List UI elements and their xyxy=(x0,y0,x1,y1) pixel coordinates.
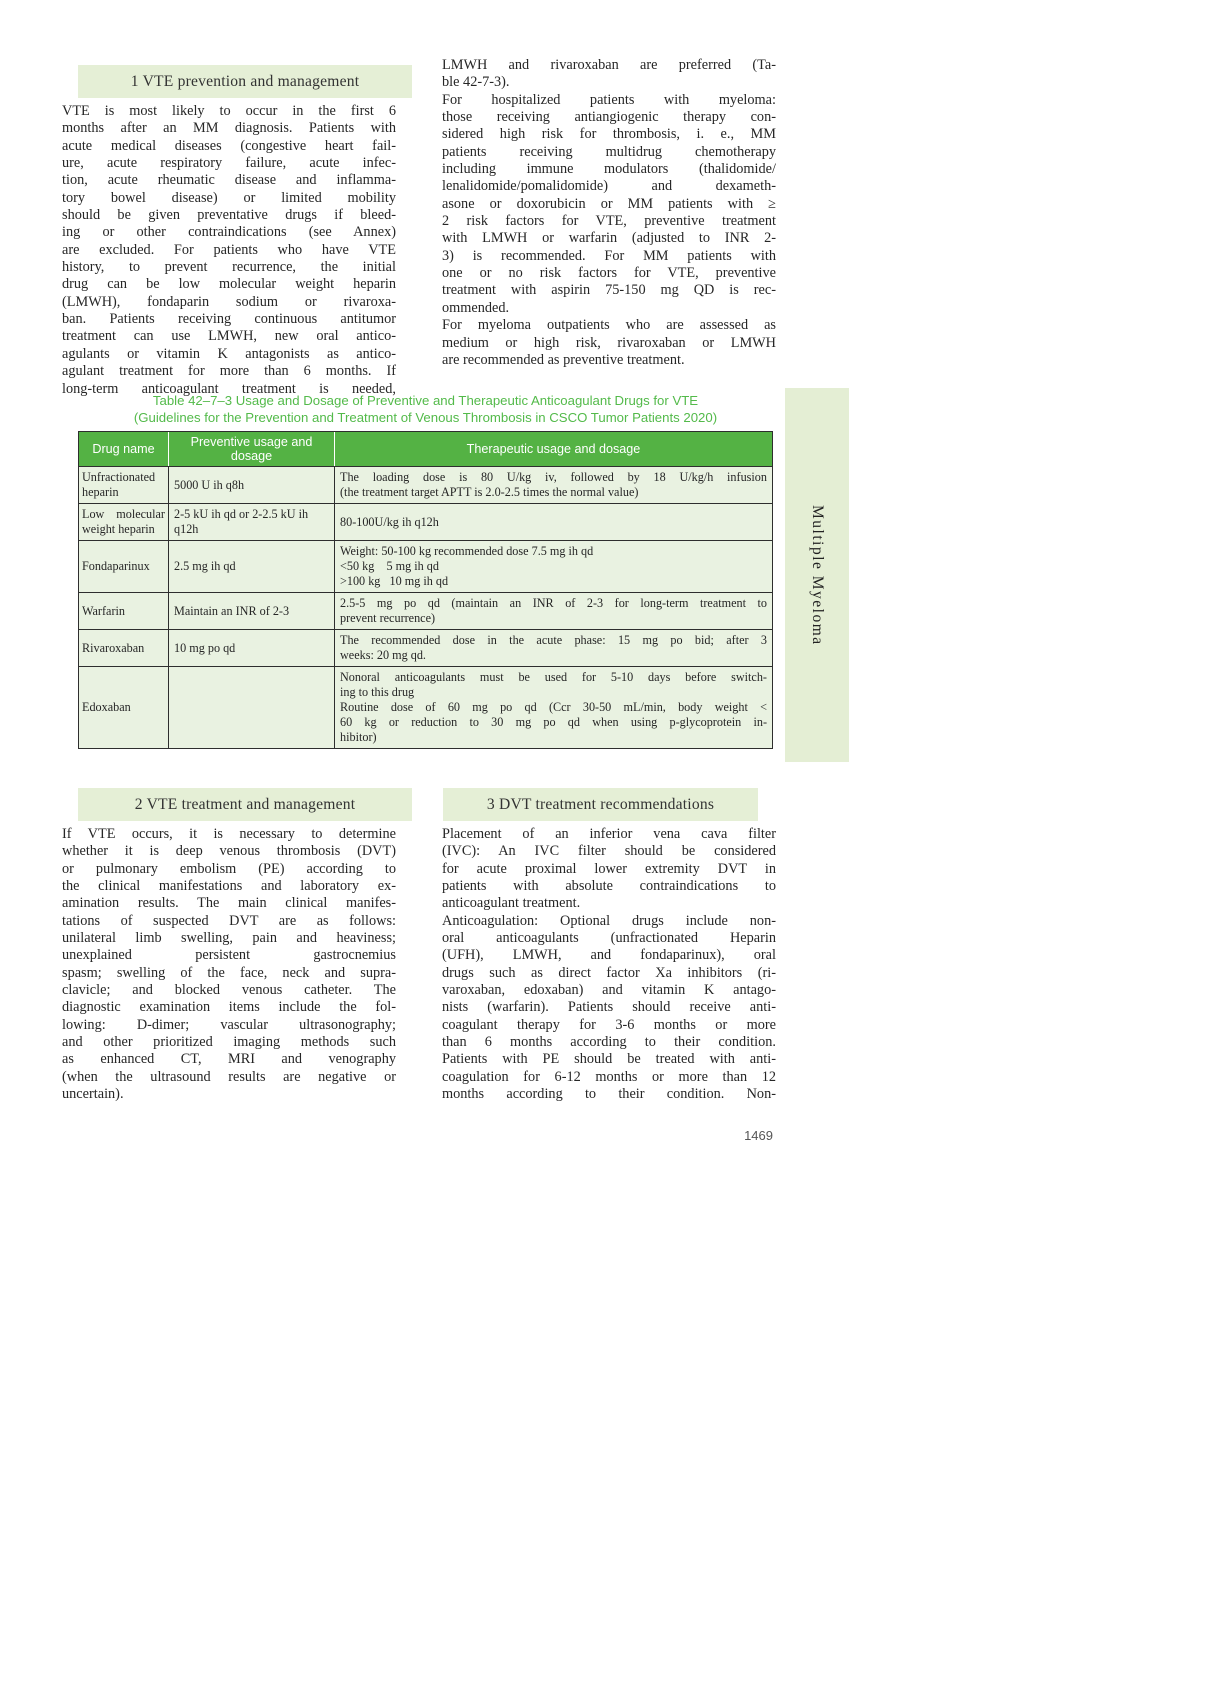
section-body xyxy=(442,826,776,1104)
text-line: patients with absolute contraindications to xyxy=(442,878,776,895)
paragraph xyxy=(340,544,767,559)
text-line: clavicle; and blocked venous catheter. The xyxy=(62,982,396,999)
paragraph xyxy=(442,826,776,913)
text-line: sidered high risk for thrombosis, i. e., MM xyxy=(442,126,776,143)
text-line: Patients with PE should be treated with anti- xyxy=(442,1051,776,1068)
paragraph xyxy=(442,913,776,1104)
text-line: the clinical manifestations and laboratory ex- xyxy=(62,878,396,895)
table-row xyxy=(79,593,773,630)
text-line: ban. Patients receiving continuous antitumor xyxy=(62,311,396,328)
paragraph xyxy=(340,596,767,626)
section-dvt-recommendations xyxy=(442,788,776,1104)
text-line: 80-100U/kg ih q12h xyxy=(340,514,439,529)
text-line: VTE is most likely to occur in the first 6 xyxy=(62,103,396,119)
preventive-cell: 10 mg po qd xyxy=(169,630,335,667)
text-line: treatment can use LMWH, new oral antico- xyxy=(62,328,396,345)
text-line: medium or high risk, rivaroxaban or LMWH xyxy=(442,334,776,351)
text-line: 60 kg or reduction to 30 mg po qd when using p-glycoprotein in- xyxy=(340,715,767,729)
paragraph xyxy=(340,670,767,700)
text-line: ble 42-7-3). xyxy=(442,74,510,91)
chapter-side-tab xyxy=(785,388,849,762)
text-line: are excluded. For patients who have VTE xyxy=(62,241,396,258)
text-line: Weight: 50-100 kg recommended dose 7.5 mg ih qd xyxy=(340,544,594,558)
text-line: (IVC): An IVC filter should be considered xyxy=(442,843,776,860)
text-line: one or no risk factors for VTE, preventive xyxy=(442,265,776,282)
text-line: as enhanced CT, MRI and venography xyxy=(62,1051,396,1068)
therapeutic-cell xyxy=(335,504,773,541)
text-line: Placement of an inferior vena cava filter xyxy=(442,826,776,842)
text-line: If VTE occurs, it is necessary to determine xyxy=(62,826,396,842)
section-heading-box xyxy=(78,65,412,98)
text-line: asone or doxorubicin or MM patients with ≥ xyxy=(442,195,776,212)
text-line: acute medical diseases (congestive heart fail- xyxy=(62,137,396,154)
table-row xyxy=(79,541,773,593)
text-line: >100 kg 10 mg ih qd xyxy=(340,574,449,588)
text-line: diagnostic examination items include the fol- xyxy=(62,999,396,1016)
paragraph xyxy=(442,317,776,369)
text-line: The recommended dose in the acute phase: 15 mg po bid; after 3 xyxy=(340,633,767,647)
therapeutic-cell xyxy=(335,667,773,749)
preventive-cell: 2.5 mg ih qd xyxy=(169,541,335,593)
paragraph xyxy=(340,633,767,663)
drug-dosage-table-block xyxy=(78,393,773,749)
paragraph xyxy=(62,826,396,1104)
text-line: (UFH), LMWH, and fondaparinux), oral xyxy=(442,947,776,964)
text-line: weeks: 20 mg qd. xyxy=(340,648,426,662)
table-title-line2: (Guidelines for the Prevention and Treatment of Venous Thrombosis in CSCO Tumor Patients 2020) xyxy=(133,409,718,425)
text-line: prevent recurrence) xyxy=(340,611,436,625)
section-vte-prevention xyxy=(62,65,396,398)
text-line: months after an MM diagnosis. Patients with xyxy=(62,120,396,137)
table-row xyxy=(79,504,773,541)
section-body xyxy=(62,826,396,1104)
text-line: drugs such as direct factor Xa inhibitors (ri- xyxy=(442,964,776,981)
text-line: uncertain). xyxy=(62,1086,124,1103)
table-row xyxy=(79,630,773,667)
text-line: tion, acute rheumatic disease and inflamma- xyxy=(62,172,396,189)
column-right-top xyxy=(442,57,776,369)
text-line: months according to their condition. Non- xyxy=(442,1086,776,1103)
text-line: LMWH and rivaroxaban are preferred (Ta- xyxy=(442,57,776,73)
drug-name-cell: Unfractionated heparin xyxy=(79,467,169,504)
preventive-cell: Maintain an INR of 2-3 xyxy=(169,593,335,630)
column-header-preventive: Preventive usage and dosage xyxy=(169,432,335,467)
page-number: 1469 xyxy=(744,1128,773,1143)
therapeutic-cell xyxy=(335,630,773,667)
paragraph xyxy=(340,559,767,574)
preventive-cell xyxy=(169,667,335,749)
section-vte-treatment xyxy=(62,788,396,1104)
text-line: than 6 months according to their condition. xyxy=(442,1034,776,1051)
section-body xyxy=(442,57,776,369)
section-heading-box xyxy=(78,788,412,821)
text-line: those receiving antiangiogenic therapy con- xyxy=(442,109,776,126)
text-line: 3) is recommended. For MM patients with xyxy=(442,247,776,264)
paragraph xyxy=(340,700,767,745)
section-heading-box xyxy=(443,788,758,821)
therapeutic-cell xyxy=(335,467,773,504)
text-line: are recommended as preventive treatment. xyxy=(442,351,685,368)
text-line: lowing: D-dimer; vascular ultrasonography; xyxy=(62,1016,396,1033)
text-line: or pulmonary embolism (PE) according to xyxy=(62,860,396,877)
table-title-line1: Table 42–7–3 Usage and Dosage of Preventive and Therapeutic Anticoagulant Drugs for VTE xyxy=(152,393,699,408)
drug-name-cell: Low molecular weight heparin xyxy=(79,504,169,541)
paragraph xyxy=(62,103,396,398)
text-line: Anticoagulation: Optional drugs include non- xyxy=(442,912,776,929)
text-line: oral anticoagulants (unfractionated Heparin xyxy=(442,930,776,947)
text-line: varoxaban, edoxaban) and vitamin K antago- xyxy=(442,982,776,999)
text-line: Routine dose of 60 mg po qd (Ccr 30-50 mL/min, body weight < xyxy=(340,700,767,714)
drug-name-cell: Warfarin xyxy=(79,593,169,630)
text-line: treatment with aspirin 75-150 mg QD is rec- xyxy=(442,282,776,299)
text-line: 2 risk factors for VTE, preventive treatment xyxy=(442,213,776,230)
table-title xyxy=(78,393,773,426)
text-line: <50 kg 5 mg ih qd xyxy=(340,559,439,573)
text-line: lenalidomide/pomalidomide) and dexameth- xyxy=(442,178,776,195)
text-line: unilateral limb swelling, pain and heaviness; xyxy=(62,930,396,947)
paragraph xyxy=(340,574,767,589)
text-line: with LMWH or warfarin (adjusted to INR 2- xyxy=(442,230,776,247)
text-line: patients receiving multidrug chemotherapy xyxy=(442,143,776,160)
chapter-tab-label: Multiple Myeloma xyxy=(809,504,826,646)
preventive-cell: 2-5 kU ih qd or 2-2.5 kU ih q12h xyxy=(169,504,335,541)
text-line: The loading dose is 80 U/kg iv, followed by 18 U/kg/h infusion xyxy=(340,470,767,484)
text-line: ing to this drug xyxy=(340,685,415,699)
section-title: 3 DVT treatment recommendations xyxy=(486,796,715,813)
text-line: Nonoral anticoagulants must be used for 5-10 days before switch- xyxy=(340,670,767,684)
paragraph xyxy=(442,57,776,92)
text-line: ommended. xyxy=(442,299,510,316)
text-line: long-term anticoagulant treatment is needed, xyxy=(62,380,396,397)
text-line: 2.5-5 mg po qd (maintain an INR of 2-3 for long-term treatment to xyxy=(340,596,767,610)
text-line: (the treatment target APTT is 2.0-2.5 times the normal value) xyxy=(340,485,639,499)
drug-name-cell: Edoxaban xyxy=(79,667,169,749)
text-line: should be given preventative drugs if bleed- xyxy=(62,207,396,224)
text-line: anticoagulant treatment. xyxy=(442,895,581,912)
text-line: agulant treatment for more than 6 months. If xyxy=(62,363,396,380)
paragraph xyxy=(340,470,767,500)
drug-name-cell: Rivaroxaban xyxy=(79,630,169,667)
text-line: For myeloma outpatients who are assessed as xyxy=(442,317,776,334)
text-line: (LMWH), fondaparin sodium or rivaroxa- xyxy=(62,293,396,310)
preventive-cell: 5000 U ih q8h xyxy=(169,467,335,504)
table-row xyxy=(79,467,773,504)
text-line: coagulation for 6-12 months or more than 12 xyxy=(442,1068,776,1085)
text-line: whether it is deep venous thrombosis (DVT) xyxy=(62,843,396,860)
text-line: tations of suspected DVT are as follows: xyxy=(62,912,396,929)
text-line: unexplained persistent gastrocnemius xyxy=(62,947,396,964)
text-line: spasm; swelling of the face, neck and supra- xyxy=(62,964,396,981)
paragraph xyxy=(442,92,776,317)
text-line: tory bowel disease) or limited mobility xyxy=(62,189,396,206)
section-title: 2 VTE treatment and management xyxy=(134,796,356,813)
section-title: 1 VTE prevention and management xyxy=(130,73,360,90)
column-header-therapeutic: Therapeutic usage and dosage xyxy=(335,432,773,467)
text-line: history, to prevent recurrence, the initial xyxy=(62,259,396,276)
text-line: for acute proximal lower extremity DVT in xyxy=(442,860,776,877)
text-line: agulants or vitamin K antagonists as antico- xyxy=(62,345,396,362)
paragraph xyxy=(340,515,767,530)
text-line: drug can be low molecular weight heparin xyxy=(62,276,396,293)
therapeutic-cell xyxy=(335,593,773,630)
text-line: coagulant therapy for 3-6 months or more xyxy=(442,1016,776,1033)
text-line: For hospitalized patients with myeloma: xyxy=(442,91,776,108)
table-row xyxy=(79,667,773,749)
therapeutic-cell xyxy=(335,541,773,593)
text-line: hibitor) xyxy=(340,730,377,744)
column-header-drug-name: Drug name xyxy=(79,432,169,467)
text-line: ure, acute respiratory failure, acute infec- xyxy=(62,155,396,172)
text-line: (when the ultrasound results are negative or xyxy=(62,1068,396,1085)
drug-dosage-table xyxy=(78,431,773,749)
drug-name-cell: Fondaparinux xyxy=(79,541,169,593)
text-line: and other prioritized imaging methods such xyxy=(62,1034,396,1051)
text-line: nists (warfarin). Patients should receive anti- xyxy=(442,999,776,1016)
text-line: amination results. The main clinical manifes- xyxy=(62,895,396,912)
section-body xyxy=(62,103,396,398)
text-line: ing or other contraindications (see Annex) xyxy=(62,224,396,241)
text-line: including immune modulators (thalidomide/ xyxy=(442,161,776,178)
table-header-row xyxy=(79,432,773,467)
